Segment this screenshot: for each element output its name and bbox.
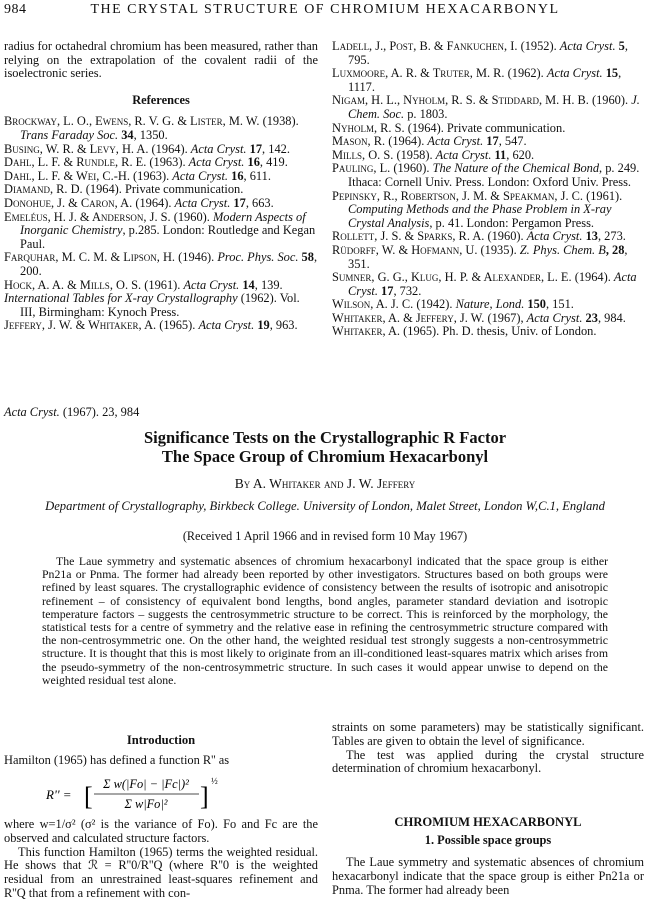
reference-volume: 23 — [582, 310, 598, 325]
reference-authors: Hock, A. A. & Mills, O. S. — [4, 277, 142, 292]
reference-journal: Acta Cryst. — [172, 168, 229, 183]
reference-journal: Computing Methods and the Phase Problem in X-ray Crystal Analysis — [348, 202, 612, 230]
reference-year: (1938). — [259, 114, 299, 129]
reference-year: (1964). — [132, 195, 175, 210]
reference-authors: Mills, O. S. — [332, 147, 394, 162]
reference-authors: Pepinsky, R., Robertson, J. M. & Speakman, J. C. — [332, 188, 584, 203]
references-list-left — [4, 115, 318, 333]
reference-authors: Whitaker, A. — [332, 324, 401, 339]
references-heading: References — [132, 92, 190, 107]
r-double-prime-formula — [4, 772, 318, 816]
reference-pages: , 151. — [545, 297, 574, 312]
reference-pages: , 1117. — [348, 66, 622, 94]
reference-authors: Mason, R. — [332, 134, 386, 149]
reference-journal: Acta Cryst. — [188, 155, 245, 170]
reference-authors: Dahl, L. F. & Wei, C.-H. — [4, 168, 130, 183]
reference-authors: Sumner, G. G., Klug, H. P. & Alexander, L. E. — [332, 270, 572, 285]
reference-authors: Nyholm, R. S. — [332, 120, 405, 135]
reference-volume: 14 — [239, 277, 255, 292]
reference-authors: Jeffery, J. W. & Whitaker, A. — [4, 318, 157, 333]
formula-numerator: Σ w(|Fo| − |Fc|)² — [103, 777, 189, 791]
reference-pages: , 547. — [498, 134, 527, 149]
reference-volume: 17 — [483, 134, 499, 149]
reference-year: (1960). — [588, 93, 632, 108]
formula-left-bracket: [ — [84, 782, 93, 811]
reference-journal: The Nature of the Chemical Bond — [432, 161, 600, 176]
reference-pages: , 611. — [243, 168, 271, 183]
section-body — [332, 856, 644, 897]
reference-entry — [4, 251, 318, 278]
article-citation — [4, 405, 139, 420]
reference-authors: Busing, W. R. & Levy, H. A. — [4, 141, 149, 156]
reference-pages: , 732. — [393, 283, 422, 298]
reference-journal: Nature, Lond. — [455, 297, 525, 312]
reference-pages: p. 1803. — [404, 106, 448, 121]
reference-journal: Proc. Phys. Soc. — [217, 250, 299, 265]
intro-continuation: straints on some parameters) may be statistically significant. Tables are given to obtain the level of significance. — [332, 720, 644, 748]
section-text: The Laue symmetry and systematic absences of chromium hexacarbonyl indicate that the space group is either Pn21a or Pnma. The former had already been — [332, 855, 644, 897]
reference-pages: , 142. — [262, 141, 290, 156]
reference-journal: Acta Cryst. — [559, 39, 616, 53]
reference-entry — [332, 271, 644, 298]
reference-year: (1965). — [156, 318, 199, 333]
reference-volume: , 28 — [605, 242, 625, 257]
reference-entry — [332, 40, 644, 67]
reference-authors: Brockway, L. O., Ewens, R. V. G. & Lister, M. W. — [4, 114, 260, 129]
reference-journal: Acta Cryst. — [526, 310, 583, 325]
reference-entry — [332, 162, 644, 189]
reference-pages: , 273. — [597, 229, 626, 244]
reference-volume: 11 — [491, 147, 507, 162]
reference-year: (1960). — [484, 229, 527, 244]
reference-entry — [332, 244, 644, 271]
reference-authors: Farquhar, M. C. M. & Lipson, H. — [4, 250, 176, 265]
reference-entry — [332, 312, 644, 326]
previous-article-text: radius for octahedral chromium has been measured, rather than relying on the extrapolation of the covalent radii of the isoelectronic series. — [4, 39, 318, 81]
reference-authors: Ladell, J., Post, B. & Fankuchen, I. — [332, 39, 518, 53]
reference-entry — [332, 190, 644, 231]
reference-journal: Acta Cryst. — [427, 134, 484, 149]
reference-pages: , p.285. London: Routledge and Kegan Paul. — [20, 223, 316, 251]
reference-year: (1942). — [413, 297, 456, 312]
reference-pages: , 795. — [348, 39, 628, 67]
reference-journal: J. Chem. Soc. — [348, 93, 640, 121]
reference-entry — [4, 156, 318, 170]
reference-entry — [332, 135, 644, 149]
reference-pages: , 963. — [269, 318, 298, 333]
reference-pages: , p. 249. Ithaca: Cornell Univ. Press. London: Oxford Univ. Press. — [348, 161, 640, 189]
introduction-line1 — [4, 754, 318, 768]
reference-journal: Acta Cryst. — [174, 195, 231, 210]
reference-journal: Acta Cryst. — [183, 277, 240, 292]
section-heading: CHROMIUM HEXACARBONYL — [394, 815, 582, 829]
reference-entry — [4, 183, 318, 197]
reference-entry — [4, 143, 318, 157]
reference-year: (1964). — [571, 270, 614, 285]
introduction-continued — [332, 721, 644, 776]
reference-pages: , 663. — [245, 195, 274, 210]
reference-pages: , 139. — [254, 277, 283, 292]
formula-lhs: R'' = — [46, 787, 72, 802]
right-column — [332, 40, 644, 339]
reference-authors: Whitaker, A. & Jeffery, J. W. — [332, 310, 485, 325]
reference-entry — [332, 149, 644, 163]
reference-year: (1961). — [583, 188, 623, 203]
reference-authors: Donohue, J. & Caron, A. — [4, 195, 133, 210]
reference-year: (1963). — [129, 168, 173, 183]
reference-journal: Acta Cryst. — [526, 229, 583, 244]
reference-authors: Luxmoore, A. R. & Truter, M. R. — [332, 66, 505, 81]
reference-pages: , 419. — [259, 155, 288, 170]
reference-entry — [332, 230, 644, 244]
reference-entry — [4, 197, 318, 211]
reference-journal: Acta Cryst. — [190, 141, 247, 156]
reference-volume: 150 — [524, 297, 546, 312]
reference-year: (1964). Private communication. — [404, 120, 566, 135]
reference-entry — [4, 115, 318, 142]
reference-journal: Acta Cryst. — [435, 147, 492, 162]
title-line-2: The Space Group of Chromium Hexacarbonyl — [161, 447, 489, 466]
reference-authors: Diamand, R. D. — [4, 182, 83, 197]
reference-year: (1960). — [390, 161, 433, 176]
formula-exponent: ½ — [211, 776, 218, 786]
intro-first-line: Hamilton (1965) has defined a function R'' as — [4, 753, 230, 767]
received-date: (Received 1 April 1966 and in revised form 10 May 1967) — [182, 529, 468, 543]
reference-entry — [4, 279, 318, 293]
reference-volume: 17 — [230, 195, 246, 210]
introduction-heading: Introduction — [126, 733, 196, 747]
reference-entry — [332, 298, 644, 312]
references-list-right — [332, 40, 644, 339]
introduction-body — [4, 818, 318, 901]
reference-volume: 16 — [228, 168, 244, 183]
reference-volume: 5 — [615, 39, 625, 53]
reference-year: (1958). — [393, 147, 436, 162]
formula-denominator: Σ w|Fo|² — [124, 797, 168, 811]
reference-journal: Acta Cryst. — [198, 318, 255, 333]
reference-authors: Rollett, J. S. & Sparks, R. A. — [332, 229, 485, 244]
reference-journal: International Tables for X-ray Crystallography — [4, 291, 238, 306]
page-header — [4, 2, 646, 22]
reference-volume: 17 — [377, 283, 394, 298]
article-affiliation: Department of Crystallography, Birkbeck College. University of London, Malet Street, London W,C.1, England — [45, 499, 605, 513]
abstract — [42, 555, 608, 687]
reference-journal: Trans Faraday Soc. — [20, 127, 119, 142]
reference-year: (1967), — [484, 310, 527, 325]
reference-year: (1964). Private communication. — [82, 182, 244, 197]
reference-volume: 17 — [246, 141, 263, 156]
reference-year: (1935). — [477, 242, 520, 257]
reference-authors: Rüdorff, W. & Hofmann, U. — [332, 242, 478, 257]
reference-entry — [332, 67, 644, 94]
reference-pages: (1962). Vol. III, Birmingham: Kynoch Press. — [20, 291, 300, 319]
reference-authors: Wilson, A. J. C. — [332, 297, 414, 312]
reference-year: (1962). — [504, 66, 547, 81]
intro-para-2: This function Hamilton (1965) terms the weighted residual. He shows that ℛ = R''0/R''Q (where R''0 is the weighted residual from an unrestrained least-squares refinement and R''Q that from a refinement with con- — [4, 844, 318, 900]
reference-pages: , 984. — [597, 310, 626, 325]
reference-year: (1960). — [170, 209, 213, 224]
reference-volume: 34 — [118, 127, 134, 142]
intro-para-3: The test was applied during the crystal structure determination of chromium hexacarbonyl. — [332, 747, 644, 776]
title-line-1: Significance Tests on the Crystallographic R Factor — [143, 428, 507, 447]
reference-authors: Nigam, H. L., Nyholm, R. S. & Stiddard, M. H. B. — [332, 93, 589, 108]
citation-journal: Acta Cryst. — [4, 405, 60, 419]
abstract-text: The Laue symmetry and systematic absences of chromium hexacarbonyl indicated that the space group is either Pn21a or Pnma. The former had already been reported by other investigators. Structures based on both groups were refined by least squares. The crystallographic evidence of consistency between the results of isotropic and anisotropic refinement – of consistency of equivalent bond lengths, bond angles, parameter standard deviation and isotropic temperature factors – suggests the centrosymmetric structure to be correct. This is reinforced by the morphology, the statistical tests for a centre of symmetry and the relative ease in refining the centrosymmetric structure compared with the non-centrosymmetric one. On the other hand, the weighted residual test strongly suggests a non-centrosymmetric structure. It is thought that this is most likely to originate from an ill-conditioned least-squares matrix which arises from the pseudo-symmetry of the non-centrosymmetric structure. In such cases it would appear unwise to depend on the weighted residual test alone. — [42, 554, 608, 687]
reference-year: (1952). — [517, 39, 560, 53]
reference-year: (1946). — [175, 250, 218, 265]
reference-volume: 13 — [582, 229, 598, 244]
reference-pages: , 620. — [506, 147, 535, 162]
formula-right-bracket: ] — [200, 782, 209, 811]
reference-journal: Modern Aspects of Inorganic Chemistry — [20, 209, 306, 238]
article-title — [0, 428, 650, 466]
reference-volume: 19 — [254, 318, 270, 333]
reference-year: (1965). Ph. D. thesis, Univ. of London. — [400, 324, 597, 339]
reference-entry — [332, 122, 644, 136]
citation-details: (1967). 23, 984 — [59, 405, 140, 419]
reference-journal: Acta Cryst. — [546, 66, 603, 81]
running-title: THE CRYSTAL STRUCTURE OF CHROMIUM HEXACARBONYL — [90, 2, 560, 17]
reference-entry — [4, 170, 318, 184]
reference-authors: Emeléus, H. J. & Anderson, J. S. — [4, 209, 171, 224]
reference-entry — [4, 319, 318, 333]
reference-pages: , 200. — [20, 250, 318, 278]
reference-pages: , 1350. — [133, 127, 168, 142]
reference-year: (1964). — [148, 141, 191, 156]
reference-volume: 16 — [244, 155, 260, 170]
subsection-heading: 1. Possible space groups — [424, 833, 552, 847]
reference-entry — [4, 211, 318, 252]
reference-year: (1963). — [146, 155, 189, 170]
reference-authors: Dahl, L. F. & Rundle, R. E. — [4, 155, 147, 170]
left-column — [4, 40, 318, 333]
reference-entry — [4, 292, 318, 319]
reference-pages: , p. 41. London: Pergamon Press. — [429, 215, 594, 230]
reference-pages: , 351. — [348, 242, 628, 271]
article-authors: By A. Whitaker and J. W. Jeffery — [234, 476, 416, 491]
reference-entry — [332, 94, 644, 121]
reference-year: (1964). — [385, 134, 428, 149]
reference-entry — [332, 325, 644, 339]
reference-year: (1961). — [141, 277, 184, 292]
page-number: 984 — [4, 2, 27, 17]
reference-authors: Pauling, L. — [332, 161, 391, 176]
reference-volume: 15 — [602, 66, 619, 81]
reference-journal: Acta Cryst. — [348, 270, 637, 298]
intro-para-1: where w=1/σ² (σ² is the variance of Fo). Fo and Fc are the observed and calculated structure factors. — [4, 817, 318, 845]
reference-journal: Z. Phys. Chem. B — [519, 242, 606, 257]
reference-volume: 58 — [298, 250, 314, 265]
